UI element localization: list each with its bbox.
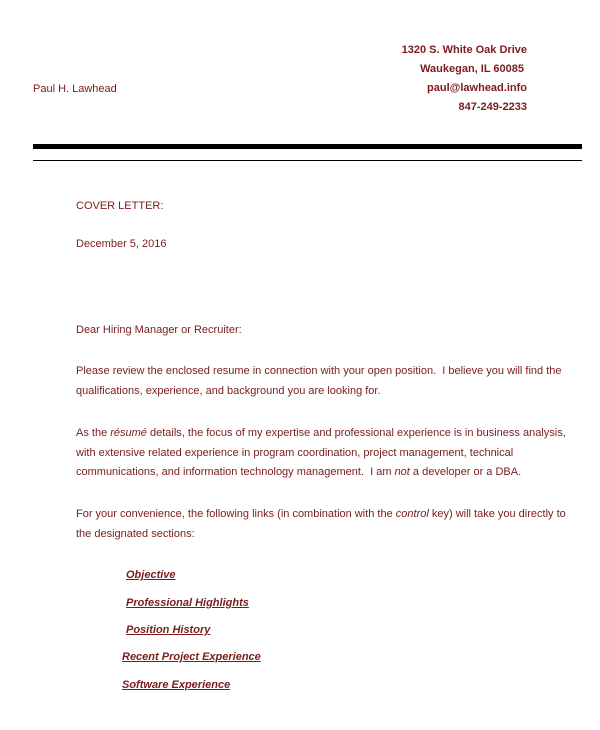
address-street: 1320 S. White Oak Drive	[401, 44, 527, 56]
link-objective[interactable]: Objective	[126, 569, 176, 581]
link-recent-project-experience[interactable]: Recent Project Experience	[122, 651, 261, 663]
paragraph-links-text-b: key) will take you directly to the designated sections:	[76, 508, 569, 540]
paragraph-expertise-text-c: a developer or a DBA.	[409, 466, 522, 478]
salutation: Dear Hiring Manager or Recruiter:	[76, 324, 242, 336]
link-position-history[interactable]: Position History	[126, 624, 211, 636]
paragraph-intro-text: Please review the enclosed resume in connection with your open position. I believe you will find the qualifications, experience, and background you are looking for.	[76, 365, 565, 397]
paragraph-intro	[76, 362, 581, 401]
sender-name: Paul H. Lawhead	[33, 83, 117, 95]
email: paul@lawhead.info	[427, 82, 527, 94]
letter-heading: COVER LETTER:	[76, 200, 164, 212]
paragraph-links-text-a: For your convenience, the following links (in combination with the	[76, 508, 396, 520]
control-word: control	[395, 508, 429, 520]
link-software-experience[interactable]: Software Experience	[122, 679, 231, 691]
header-rule-thin	[33, 160, 582, 161]
resume-word: résumé	[110, 427, 147, 439]
paragraph-expertise-text-a: As the	[76, 427, 111, 439]
not-word: not	[394, 466, 410, 478]
header-rule-thick	[33, 144, 582, 149]
link-professional-highlights[interactable]: Professional Highlights	[126, 597, 249, 609]
letter-date: December 5, 2016	[76, 238, 167, 250]
phone: 847-249-2233	[458, 101, 527, 113]
paragraph-expertise-text-b: details, the focus of my expertise and professional experience is in business analysis, with extensive related experience in program coordination, project management, technical communications, and information technology management. I am	[76, 427, 569, 478]
address-city: Waukegan, IL 60085	[420, 63, 524, 75]
paragraph-expertise	[76, 424, 581, 483]
paragraph-links-intro	[76, 505, 581, 544]
